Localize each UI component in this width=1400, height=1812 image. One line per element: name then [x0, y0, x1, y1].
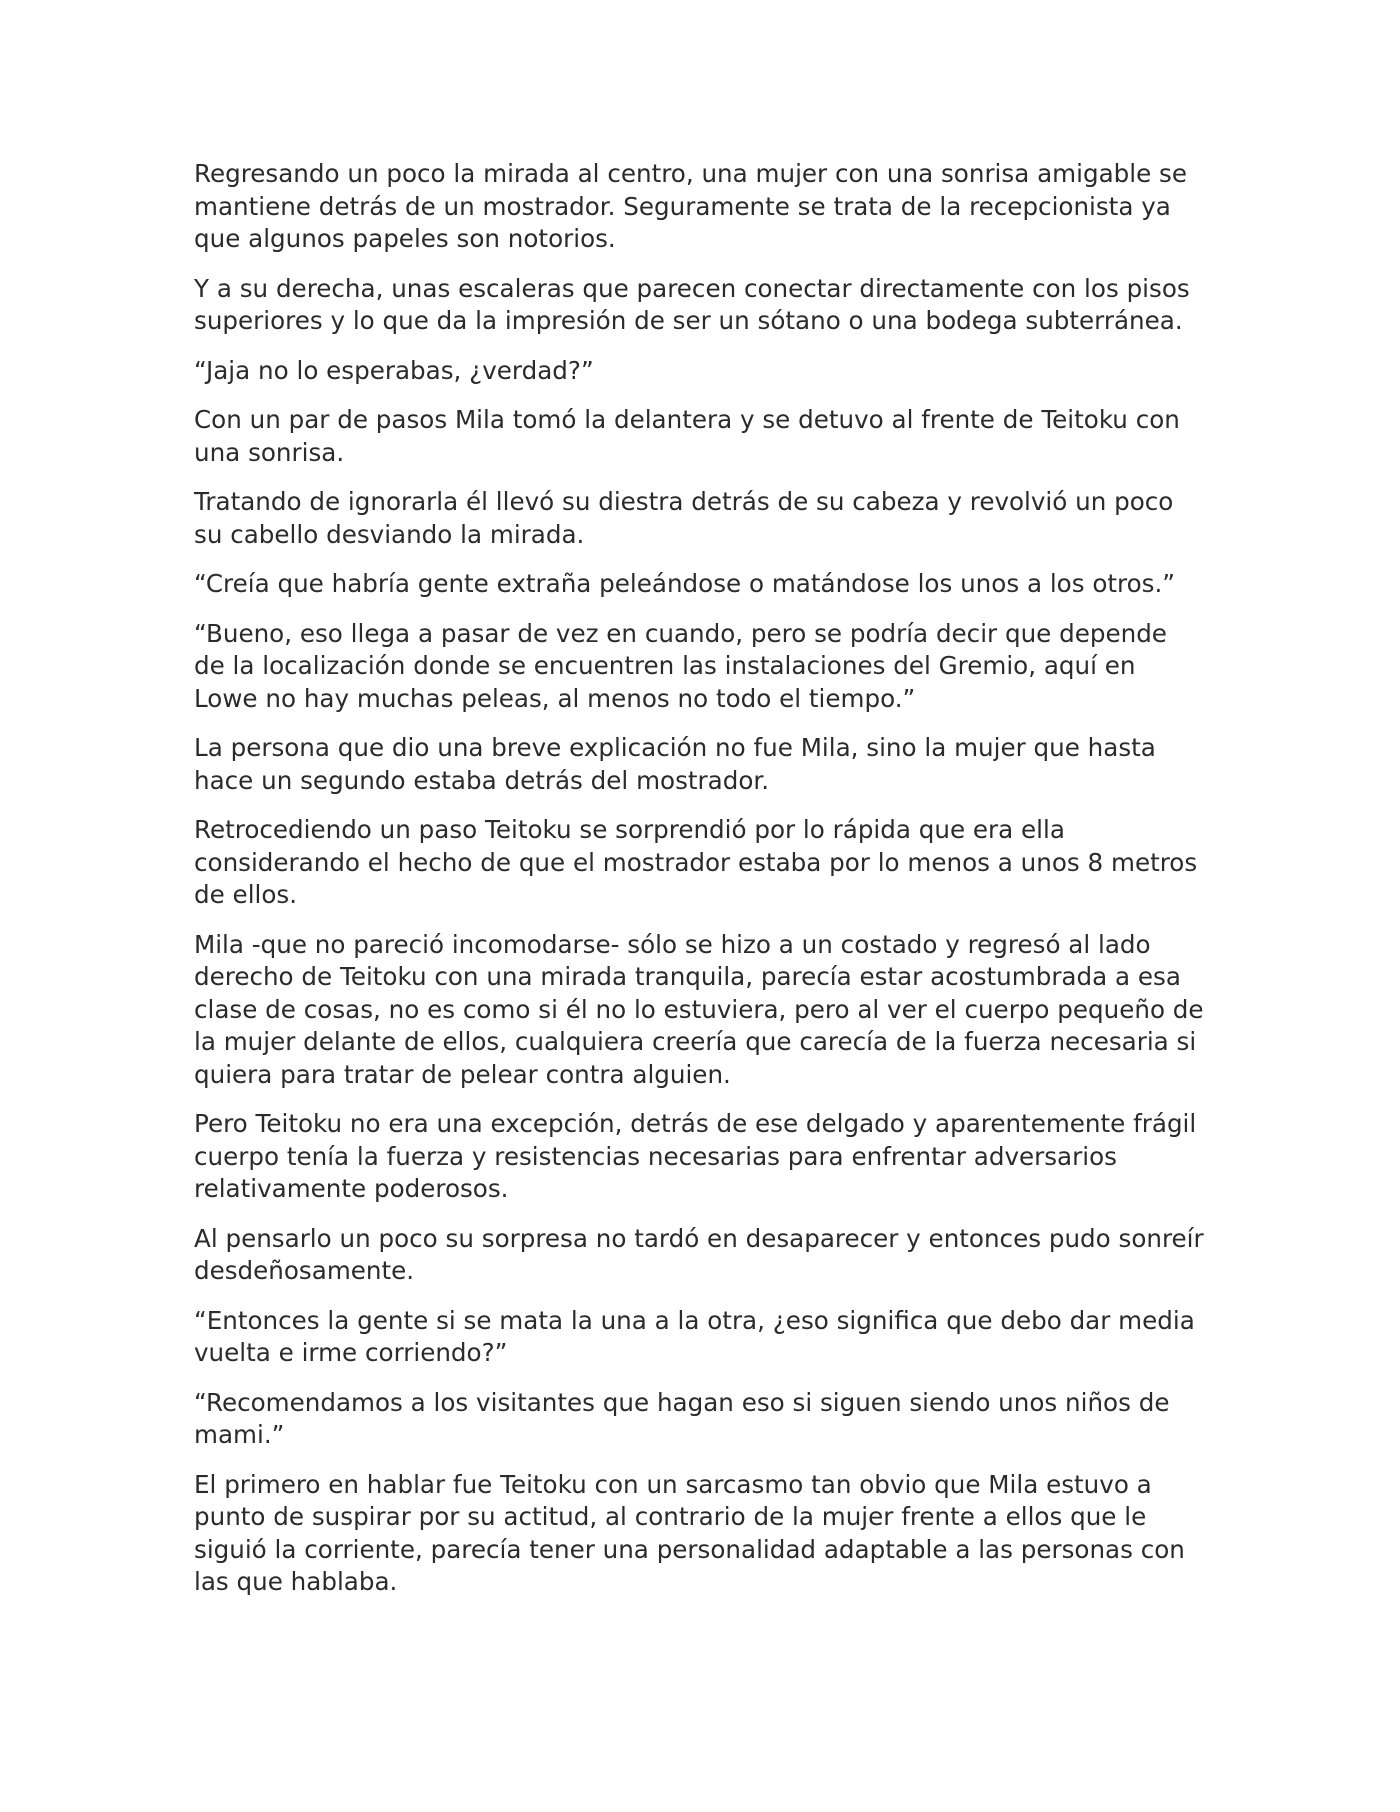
document-body [194, 158, 1204, 1616]
paragraph: Retrocediendo un paso Teitoku se sorprendió por lo rápida que era ella considerando el hecho de que el mostrador estaba por lo menos a unos 8 metros de ellos. [194, 815, 1198, 909]
paragraph: Y a su derecha, unas escaleras que parecen conectar directamente con los pisos superiores y lo que da la impresión de ser un sótano o una bodega subterránea. [194, 273, 1190, 335]
paragraph: Tratando de ignorarla él llevó su diestra detrás de su cabeza y revolvió un poco su cabello desviando la mirada. [194, 487, 1174, 549]
paragraph: “Entonces la gente si se mata la una a la otra, ¿eso significa que debo dar media vuelta e irme corriendo?” [194, 1305, 1195, 1367]
paragraph: El primero en hablar fue Teitoku con un sarcasmo tan obvio que Mila estuvo a punto de suspirar por su actitud, al contrario de la mujer frente a ellos que le siguió la corriente, parecía tener una personalidad adaptable a las personas con las que hablaba. [194, 1469, 1185, 1596]
paragraph: “Recomendamos a los visitantes que hagan eso si siguen siendo unos niños de mami.” [194, 1387, 1170, 1449]
paragraph: “Creía que habría gente extraña peleándose o matándose los unos a los otros.” [194, 569, 1176, 598]
paragraph: Regresando un poco la mirada al centro, una mujer con una sonrisa amigable se mantiene detrás de un mostrador. Seguramente se trata de la recepcionista ya que algunos papeles son notorios. [194, 159, 1187, 253]
paragraph: Mila -que no pareció incomodarse- sólo se hizo a un costado y regresó al lado derecho de Teitoku con una mirada tranquila, parecía estar acostumbrada a esa clase de cosas, no es como si él no lo estuviera, pero al ver el cuerpo pequeño de la mujer delante de ellos, cualquiera creería que carecía de la fuerza necesaria si quiera para tratar de pelear contra alguien. [194, 929, 1204, 1089]
paragraph: “Bueno, eso llega a pasar de vez en cuando, pero se podría decir que depende de la localización donde se encuentren las instalaciones del Gremio, aquí en Lowe no hay muchas peleas, al menos no todo el tiempo.” [194, 618, 1167, 713]
paragraph: Pero Teitoku no era una excepción, detrás de ese delgado y aparentemente frágil cuerpo tenía la fuerza y resistencias necesarias para enfrentar adversarios relativamente poderosos. [194, 1109, 1197, 1203]
paragraph: Con un par de pasos Mila tomó la delantera y se detuvo al frente de Teitoku con una sonrisa. [194, 405, 1180, 467]
paragraph: La persona que dio una breve explicación no fue Mila, sino la mujer que hasta hace un segundo estaba detrás del mostrador. [194, 733, 1156, 795]
paragraph: Al pensarlo un poco su sorpresa no tardó en desaparecer y entonces pudo sonreír desdeñosamente. [194, 1223, 1204, 1285]
paragraph: “Jaja no lo esperabas, ¿verdad?” [194, 355, 594, 385]
